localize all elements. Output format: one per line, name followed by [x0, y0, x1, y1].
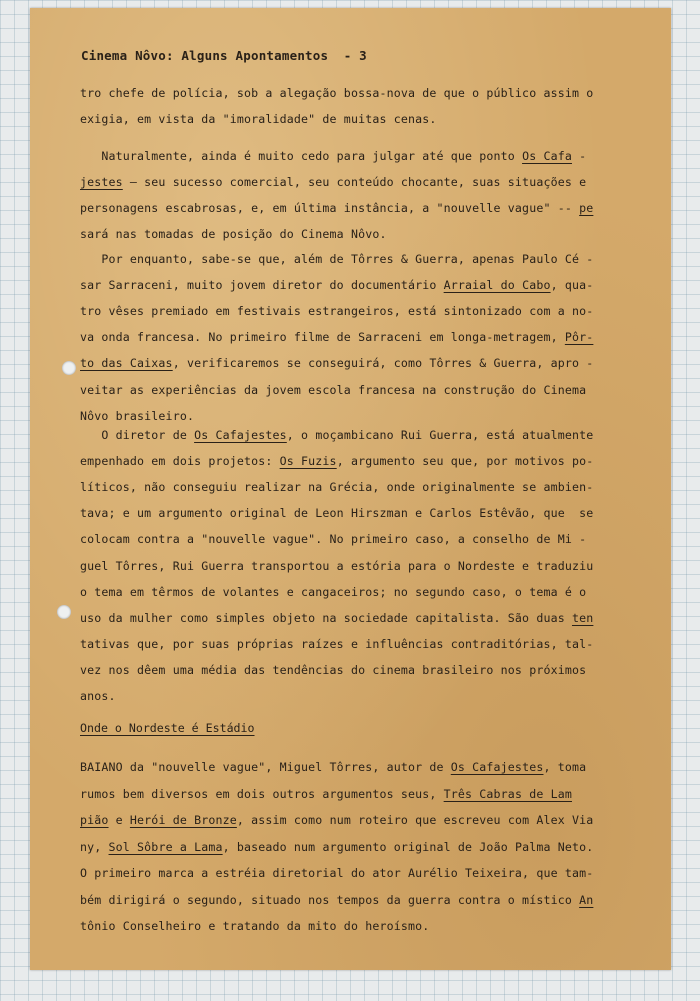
text-run: e — [108, 813, 130, 827]
underlined-title: Os Fuzis — [279, 454, 337, 469]
text-run: , qua- — [550, 278, 594, 293]
text-line — [80, 201, 593, 215]
underlined-title: ten — [571, 610, 594, 625]
underlined-title: An — [579, 892, 594, 907]
text-line — [80, 356, 593, 370]
text-run: tativas que, por suas próprias raízes e influências contraditórias, tal- — [80, 636, 594, 651]
text-run: tava; e um argumento original de Leon Hirszman e Carlos Estêvão, que se — [80, 506, 594, 521]
text-line — [80, 866, 593, 880]
text-line — [80, 532, 586, 546]
text-line — [80, 149, 586, 163]
text-line — [80, 506, 593, 520]
text-line — [80, 760, 586, 774]
text-run: o tema em têrmos de volantes e cangaceiros; no segundo caso, o tema é o — [80, 584, 587, 599]
text-run: tro chefe de polícia, sob a alegação bossa-nova de que o público assim o — [80, 86, 594, 100]
underlined-title: jestes — [80, 175, 123, 190]
text-run: , o moçambicano Rui Guerra, está atualmente — [286, 428, 594, 442]
text-run: anos. — [80, 689, 116, 703]
text-run: , baseado num argumento original de João Palma Neto. — [222, 839, 594, 854]
text-line — [80, 611, 593, 625]
text-run: empenhado em dois projetos: — [80, 454, 280, 469]
text-run: sar Sarraceni, muito jovem diretor do documentário — [80, 278, 444, 293]
underlined-title: Os Cafa — [522, 149, 572, 163]
text-run: BAIANO da "nouvelle vague", Miguel Tôrres, autor de — [80, 760, 451, 774]
page-number: 3 — [359, 48, 367, 63]
underlined-title: pião — [80, 813, 109, 827]
text-run: exigia, em vista da "imoralidade" de muitas cenas. — [80, 112, 437, 127]
underlined-title: Sol Sôbre a Lama — [108, 839, 223, 854]
header-separator: - — [343, 48, 352, 63]
text-run: ny, — [80, 839, 109, 854]
text-run: Nôvo brasileiro. — [80, 408, 195, 423]
text-line — [80, 330, 593, 344]
text-line — [80, 428, 593, 442]
text-line — [80, 278, 593, 292]
text-run: O diretor de — [80, 428, 195, 442]
text-line — [80, 637, 593, 651]
text-line — [80, 919, 429, 933]
text-run: tro vêses premiado em festivais estrangeiros, está sintonizado com a no- — [80, 304, 594, 319]
punch-hole — [62, 361, 76, 375]
text-line — [80, 454, 593, 468]
text-run: , argumento seu que, por motivos po- — [336, 454, 594, 469]
underlined-title: Pôr- — [564, 330, 594, 345]
text-run: uso da mulher como simples objeto na sociedade capitalista. São duas — [80, 610, 572, 625]
underlined-title: Arraial do Cabo — [443, 278, 551, 293]
header-title: Cinema Nôvo: Alguns Apontamentos — [81, 48, 329, 63]
text-run: , verificaremos se conseguirá, como Tôrres & Guerra, apro - — [172, 356, 594, 371]
text-line — [80, 480, 593, 494]
underlined-title: to das Caixas — [80, 356, 173, 371]
text-run: , toma — [543, 760, 587, 774]
underlined-title: Três Cabras de Lam — [443, 786, 572, 801]
underlined-title: Herói de Bronze — [129, 813, 237, 827]
text-run: - — [571, 149, 587, 163]
punch-hole — [57, 605, 71, 619]
text-line — [80, 813, 593, 827]
text-run: personagens escabrosas, e, em última instância, a "nouvelle vague" -- — [80, 201, 580, 216]
underlined-title: Os Cafajestes — [450, 760, 544, 774]
underlined-title: Os Cafajestes — [194, 428, 287, 442]
text-line — [80, 689, 116, 703]
typewritten-page — [30, 8, 671, 970]
text-line — [80, 252, 593, 266]
text-line — [80, 175, 586, 189]
text-run: tônio Conselheiro e tratando da mito do heroísmo. — [80, 919, 430, 933]
text-run: rumos bem diversos em dois outros argumentos seus, — [80, 786, 444, 801]
text-run: colocam contra a "nouvelle vague". No primeiro caso, a conselho de Mi - — [80, 532, 587, 547]
text-run: Por enquanto, sabe-se que, além de Tôrres & Guerra, apenas Paulo Cé - — [80, 252, 594, 266]
section-heading: Onde o Nordeste é Estádio — [80, 721, 255, 735]
text-run: líticos, não conseguiu realizar na Grécia, onde originalmente se ambien- — [80, 480, 594, 495]
text-run: , assim como num roteiro que escreveu com Alex Via — [236, 813, 594, 827]
page-header — [81, 48, 367, 63]
text-line — [80, 86, 593, 100]
text-line — [80, 304, 593, 318]
text-line — [80, 840, 593, 854]
text-line — [80, 893, 593, 907]
text-line — [80, 112, 437, 126]
text-run: veitar as experiências da jovem escola francesa na construção do Cinema — [80, 382, 587, 397]
text-run: O primeiro marca a estréia diretorial do ator Aurélio Teixeira, que tam- — [80, 866, 594, 880]
text-run: sará nas tomadas de posição do Cinema Nôvo. — [80, 227, 387, 242]
underlined-title: pe — [579, 201, 594, 216]
text-run: va onda francesa. No primeiro filme de Sarraceni em longa-metragem, — [80, 330, 565, 345]
text-run: — seu sucesso comercial, seu conteúdo chocante, suas situações e — [122, 175, 587, 190]
text-run: guel Tôrres, Rui Guerra transportou a estória para o Nordeste e traduziu — [80, 558, 594, 573]
text-line — [80, 559, 593, 573]
text-line — [80, 585, 586, 599]
text-run: bém dirigirá o segundo, situado nos tempos da guerra contra o místico — [80, 892, 580, 907]
text-line — [80, 227, 387, 241]
text-line — [80, 409, 194, 423]
text-run: Naturalmente, ainda é muito cedo para julgar até que ponto — [80, 149, 523, 163]
text-line — [80, 383, 586, 397]
text-run: vez nos dêem uma média das tendências do cinema brasileiro nos próximos — [80, 662, 587, 677]
text-line — [80, 663, 586, 677]
text-line — [80, 787, 572, 801]
